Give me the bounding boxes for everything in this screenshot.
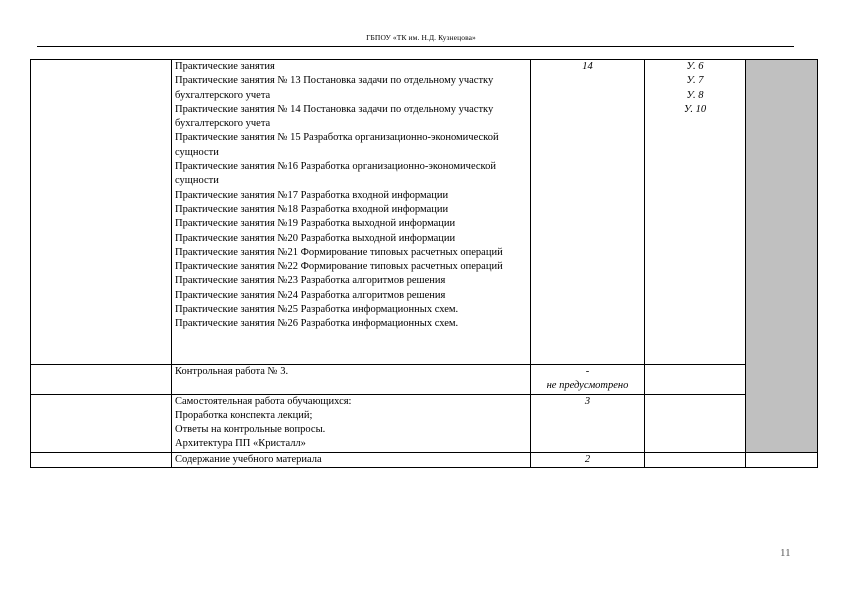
- table-row: [31, 60, 818, 365]
- skill-code: У. 10: [683, 103, 707, 115]
- content-cell: [172, 365, 531, 395]
- skill-code: У. 7: [686, 75, 704, 87]
- content-line: Контрольная работа № 3.: [175, 366, 289, 377]
- content-cell: [172, 394, 531, 452]
- content-line: Практические занятия №24 Разработка алгоритмов решения: [175, 289, 446, 301]
- level-cell: [746, 452, 818, 467]
- table-row: [31, 394, 818, 452]
- page-header: ГБПОУ «ТК им. Н.Д. Кузнецова»: [366, 33, 476, 42]
- hours-value: 3: [584, 395, 591, 407]
- skills-cell: [645, 394, 746, 452]
- section-cell: [31, 452, 172, 467]
- page-number: 11: [780, 547, 791, 559]
- content-line: Практические занятия №16 Разработка организационно-экономической сущности: [175, 161, 496, 187]
- hours-cell: [531, 394, 645, 452]
- section-cell: [31, 394, 172, 452]
- content-line: Архитектура ПП «Кристалл»: [175, 438, 306, 450]
- table-row: [31, 365, 818, 395]
- content-line: Ответы на контрольные вопросы.: [175, 424, 326, 436]
- content-line: Практические занятия № 15 Разработка организационно-экономической сущности: [175, 132, 499, 158]
- content-line: Самостоятельная работа обучающихся:: [175, 395, 352, 407]
- content-line: Практические занятия: [175, 61, 275, 72]
- content-line: Содержание учебного материала: [175, 453, 322, 465]
- content-line: Практические занятия №23 Разработка алгоритмов решения: [175, 275, 446, 287]
- content-cell: [172, 60, 531, 365]
- level-cell: [746, 60, 818, 453]
- table-row: [31, 452, 818, 467]
- skills-cell: [645, 452, 746, 467]
- hours-cell: [531, 452, 645, 467]
- content-line: Практические занятия №26 Разработка информационных схем.: [175, 318, 459, 330]
- hours-value: 14: [582, 61, 593, 72]
- content-line: Практические занятия №18 Разработка входной информации: [175, 203, 449, 215]
- skill-code: У. 8: [686, 89, 704, 101]
- hours-note: не предусмотрено: [546, 380, 629, 392]
- skills-cell: [645, 365, 746, 395]
- content-line: Практические занятия №21 Формирование типовых расчетных операций: [175, 246, 503, 258]
- hours-dash: -: [585, 366, 590, 377]
- content-line: Проработка конспекта лекций;: [175, 409, 313, 421]
- content-line: Практические занятия № 14 Постановка задачи по отдельному участку бухгалтерского учета: [175, 103, 494, 130]
- skill-code: У. 6: [686, 61, 704, 72]
- content-line: Практические занятия № 13 Постановка задачи по отдельному участку бухгалтерского учета: [175, 75, 494, 101]
- section-cell: [31, 365, 172, 395]
- content-cell: [172, 452, 531, 467]
- content-line: Практические занятия №19 Разработка выходной информации: [175, 218, 456, 230]
- section-cell: [31, 60, 172, 365]
- curriculum-table: [30, 59, 818, 468]
- content-line: Практические занятия №20 Разработка выходной информации: [175, 232, 456, 244]
- content-line: Практические занятия №17 Разработка входной информации: [175, 189, 449, 201]
- hours-value: 2: [584, 453, 591, 465]
- content-line: Практические занятия №25 Разработка информационных схем.: [175, 304, 459, 316]
- header-rule: [37, 46, 794, 47]
- hours-cell: [531, 365, 645, 395]
- content-line: Практические занятия №22 Формирование типовых расчетных операций: [175, 261, 503, 273]
- hours-cell: [531, 60, 645, 365]
- skills-cell: [645, 60, 746, 365]
